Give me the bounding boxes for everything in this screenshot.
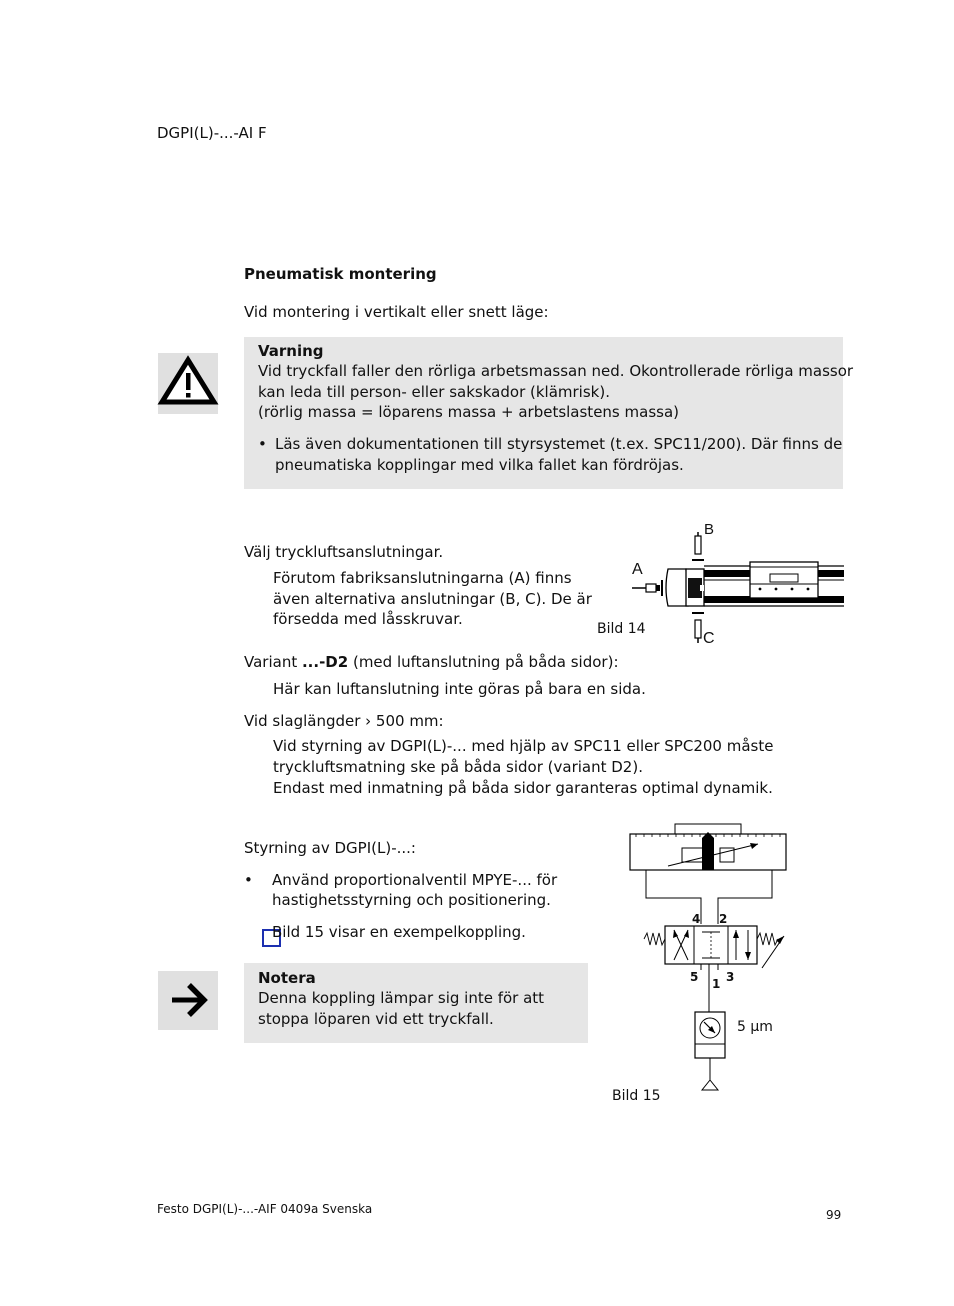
connections-body-2: även alternativa anslutningar (B, C). De är bbox=[273, 590, 592, 608]
port-label-3: 3 bbox=[726, 970, 735, 984]
arrow-right-icon bbox=[158, 971, 218, 1030]
footer-doc-info: Festo DGPI(L)-...-AIF 0409a Svenska bbox=[157, 1202, 373, 1216]
note-line-1: Denna koppling lämpar sig inte för att bbox=[258, 989, 545, 1007]
warning-icon-box bbox=[158, 353, 218, 414]
warning-line-3: (rörlig massa = löparens massa + arbetslastens massa) bbox=[258, 403, 679, 421]
connections-body-1: Förutom fabriksanslutningarna (A) finns bbox=[273, 569, 572, 587]
stroke-line-3: Endast med inmatning på båda sidor garanteras optimal dynamik. bbox=[273, 779, 773, 797]
stroke-line-2: tryckluftsmatning ske på båda sidor (variant D2). bbox=[273, 758, 643, 776]
warning-title: Varning bbox=[258, 342, 324, 360]
figure-14-label-a: A bbox=[632, 561, 643, 578]
port-label-2: 2 bbox=[719, 912, 728, 926]
variant-prefix: Variant bbox=[244, 653, 302, 671]
warning-bullet-line-2: pneumatiska kopplingar med vilka fallet kan fördröjas. bbox=[275, 456, 684, 474]
figure-14-caption: Bild 14 bbox=[597, 621, 646, 637]
control-bullet-line-2: hastighetsstyrning och positionering. bbox=[272, 891, 551, 909]
figure-14-label-b: B bbox=[704, 521, 715, 538]
running-header: DGPI(L)-...-AI F bbox=[157, 124, 267, 142]
warning-line-1: Vid tryckfall faller den rörliga arbetsmassan ned. Okontrollerade rörliga massor bbox=[258, 362, 854, 380]
note-title: Notera bbox=[258, 969, 316, 987]
connections-heading: Välj tryckluftsanslutningar. bbox=[244, 543, 444, 561]
variant-suffix: (med luftanslutning på båda sidor): bbox=[348, 653, 619, 671]
section-title: Pneumatisk montering bbox=[244, 265, 437, 283]
note-icon-box bbox=[158, 971, 218, 1030]
section-intro: Vid montering i vertikalt eller snett läge: bbox=[244, 303, 549, 321]
control-reference: Bild 15 visar en exempelkoppling. bbox=[272, 923, 526, 941]
control-bullet-marker: • bbox=[244, 871, 253, 889]
connections-body-3: försedda med låsskruvar. bbox=[273, 610, 463, 628]
warning-line-2: kan leda till person- eller sakskador (klämrisk). bbox=[258, 383, 610, 401]
control-bullet-line-1: Använd proportionalventil MPYE-... för bbox=[272, 871, 558, 889]
port-label-4: 4 bbox=[692, 912, 701, 926]
page-number: 99 bbox=[826, 1208, 842, 1222]
variant-body: Här kan luftanslutning inte göras på bara en sida. bbox=[273, 680, 646, 698]
figure-15-caption: Bild 15 bbox=[612, 1088, 661, 1104]
warning-triangle-icon bbox=[158, 353, 218, 414]
port-label-5: 5 bbox=[690, 970, 699, 984]
warning-bullet-line-1: Läs även dokumentationen till styrsystemet (t.ex. SPC11/200). Där finns de bbox=[275, 435, 843, 453]
note-line-2: stoppa löparen vid ett tryckfall. bbox=[258, 1010, 494, 1028]
figure-14-label-c: C bbox=[703, 630, 715, 647]
stroke-heading: Vid slaglängder › 500 mm: bbox=[244, 712, 444, 730]
figure-15-circuit-diagram bbox=[628, 822, 808, 1097]
variant-code: ...-D2 bbox=[301, 653, 349, 671]
warning-bullet-marker: • bbox=[258, 435, 267, 453]
port-label-1: 1 bbox=[712, 977, 721, 991]
control-heading: Styrning av DGPI(L)-...: bbox=[244, 839, 416, 857]
filter-rating-label: 5 µm bbox=[737, 1019, 773, 1035]
stroke-line-1: Vid styrning av DGPI(L)-... med hjälp av SPC11 eller SPC200 måste bbox=[273, 737, 774, 755]
variant-heading bbox=[244, 652, 619, 673]
